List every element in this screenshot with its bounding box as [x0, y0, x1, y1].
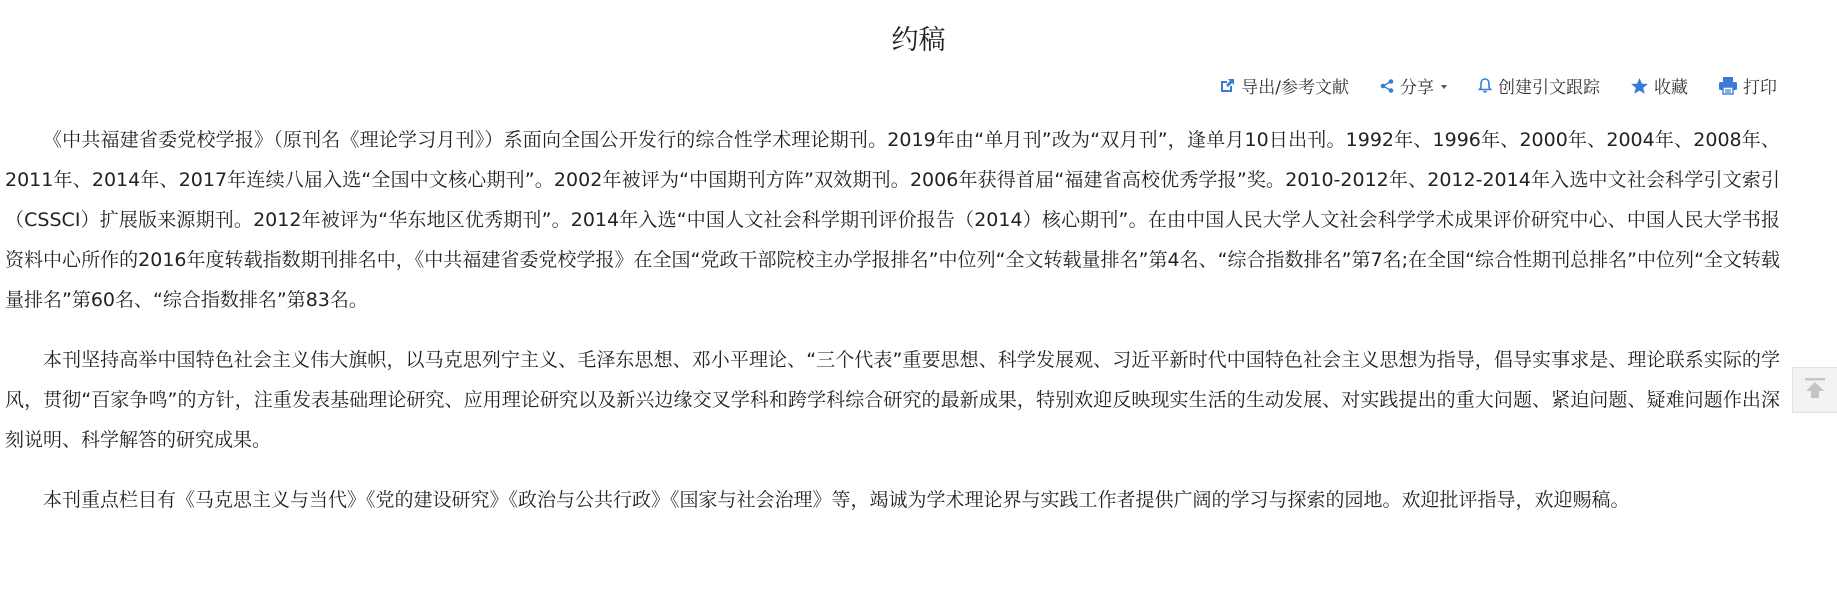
create-citation-tracking-label: 创建引文跟踪: [1498, 78, 1600, 98]
article-content: [5, 120, 1780, 540]
page-title: 约稿: [891, 25, 946, 56]
favorite-button[interactable]: [1630, 73, 1688, 98]
share-label: 分享: [1400, 78, 1434, 98]
share-button[interactable]: [1379, 73, 1447, 98]
bell-icon: [1477, 77, 1493, 94]
chevron-down-icon: [1441, 85, 1447, 89]
share-icon: [1379, 78, 1395, 94]
arrow-up-icon: [1802, 375, 1828, 405]
back-to-top-button[interactable]: [1792, 367, 1837, 413]
export-icon: [1218, 77, 1236, 95]
article-toolbar: [1218, 73, 1777, 98]
star-icon: [1630, 77, 1649, 95]
paragraph-editorial-policy: 本刊坚持高举中国特色社会主义伟大旗帜，以马克思列宁主义、毛泽东思想、邓小平理论、“三个代表”重要思想、科学发展观、习近平新时代中国特色社会主义思想为指导，倡导实事求是、理论联系实际的学风，贯彻“百家争鸣”的方针，注重发表基础理论研究、应用理论研究以及新兴边缘交叉学科和跨学科综合研究的最新成果，特别欢迎反映现实生活的生动发展、对实践提出的重大问题、紧迫问题、疑难问题作出深刻说明、科学解答的研究成果。: [5, 349, 1780, 451]
favorite-label: 收藏: [1654, 78, 1688, 98]
paragraph-key-columns: 本刊重点栏目有《马克思主义与当代》《党的建设研究》《政治与公共行政》《国家与社会治理》等，竭诚为学术理论界与实践工作者提供广阔的学习与探索的园地。欢迎批评指导，欢迎赐稿。: [43, 489, 1630, 511]
create-citation-tracking-button[interactable]: [1477, 73, 1600, 98]
paragraph-introduction: 《中共福建省委党校学报》（原刊名《理论学习月刊》）系面向全国公开发行的综合性学术理论期刊。2019年由“单月刊”改为“双月刊”，逢单月10日出刊。1992年、1996年、2000年、2004年、2008年、2011年、2014年、2017年连续八届入选“全国中文核心期刊”。2002年被评为“中国期刊方阵”双效期刊。2006年获得首届“福建省高校优秀学报”奖。2010-2012年、2012-2014年入选中文社会科学引文索引（CSSCI）扩展版来源期刊。2012年被评为“华东地区优秀期刊”。2014年入选“中国人文社会科学期刊评价报告（2014）核心期刊”。在由中国人民大学人文社会科学学术成果评价研究中心、中国人民大学书报资料中心所作的2016年度转载指数期刊排名中，《中共福建省委党校学报》在全国“党政干部院校主办学报排名”中位列“全文转载量排名”第4名、“综合指数排名”第7名;在全国“综合性期刊总排名”中位列“全文转载量排名”第60名、“综合指数排名”第83名。: [5, 129, 1780, 311]
print-label: 打印: [1743, 78, 1777, 98]
export-references-label: 导出/参考文献: [1241, 78, 1349, 98]
export-references-button[interactable]: [1218, 73, 1349, 98]
printer-icon: [1718, 76, 1738, 95]
print-button[interactable]: [1718, 73, 1777, 98]
